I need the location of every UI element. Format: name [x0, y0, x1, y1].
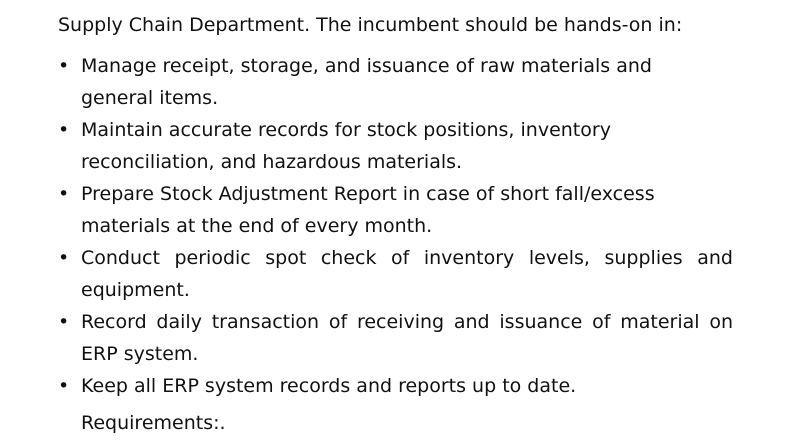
requirements-heading: Requirements:. [81, 412, 226, 434]
list-item-text: Keep all ERP system records and reports up to date. [81, 375, 577, 397]
list-item-text: Maintain accurate records for stock positions, inventory reconciliation, and hazardous materials. [81, 119, 611, 173]
responsibilities-list [0, 50, 733, 402]
bullet-icon: • [58, 247, 70, 269]
list-item [0, 306, 733, 370]
list-item [0, 370, 733, 402]
list-item-text: Manage receipt, storage, and issuance of raw materials and general items. [81, 55, 652, 109]
list-item [0, 242, 733, 306]
list-item-text: Record daily transaction of receiving and issuance of material on ERP system. [81, 311, 733, 365]
bullet-icon: • [58, 375, 70, 397]
bullet-icon: • [58, 183, 70, 205]
list-item [0, 50, 733, 114]
list-item [0, 114, 733, 178]
list-item-text: Conduct periodic spot check of inventory levels, supplies and equipment. [81, 247, 733, 301]
list-item-text: Prepare Stock Adjustment Report in case of short fall/excess materials at the end of every month. [81, 183, 655, 237]
bullet-icon: • [58, 55, 70, 77]
bullet-icon: • [58, 311, 70, 333]
intro-line: Supply Chain Department. The incumbent should be hands-on in: [58, 14, 683, 36]
bullet-icon: • [58, 119, 70, 141]
list-item [0, 178, 733, 242]
